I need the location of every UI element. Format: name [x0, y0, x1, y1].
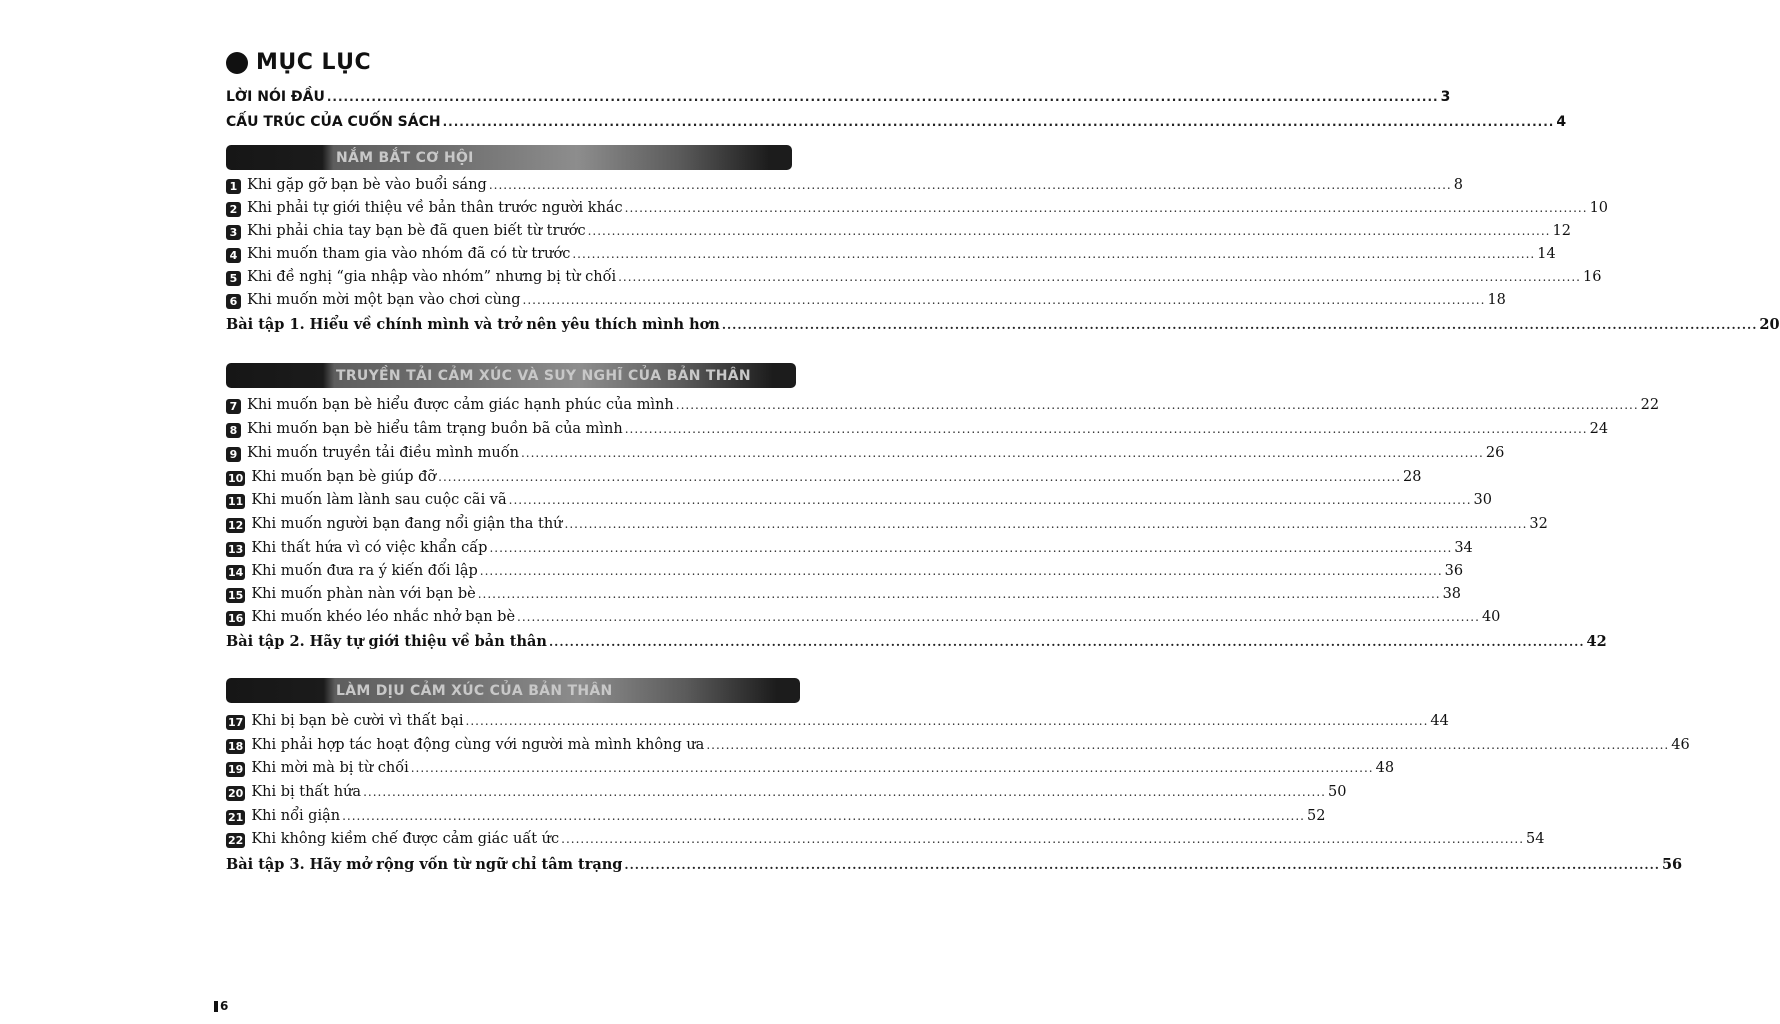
toc-entry[interactable]: [226, 269, 1602, 286]
entry-title: Bài tập 3. Hãy mở rộng vốn từ ngữ chỉ tâm trạng: [226, 856, 623, 873]
entry-title: Khi đề nghị “gia nhập vào nhóm” nhưng bị từ chối: [247, 269, 617, 285]
lesson-number-badge: 7: [226, 399, 241, 414]
entry-page: 50: [1327, 784, 1347, 800]
leader-dots: ........................................................................................................................................................................................................: [522, 293, 1486, 307]
entry-page: 20: [1759, 316, 1780, 333]
leader-dots: ........................................................................................................................................................................................................: [675, 398, 1639, 412]
toc-entry[interactable]: [226, 177, 1463, 194]
entry-page: 22: [1640, 397, 1660, 413]
leader-dots: ........................................................................................................................................................................................................: [572, 247, 1536, 261]
toc-entry[interactable]: [226, 397, 1660, 414]
page-number: [214, 999, 228, 1013]
lesson-number-badge: 5: [226, 271, 241, 286]
lesson-number-badge: 17: [228, 716, 244, 729]
leader-dots: ........................................................................................................................................................................................................: [624, 858, 1660, 872]
leader-dots: ........................................................................................................................................................................................................: [477, 587, 1441, 601]
leader-dots: ........................................................................................................................................................................................................: [326, 90, 1439, 104]
toc-entry[interactable]: [226, 713, 1449, 730]
toc-entry-exercise[interactable]: [226, 316, 1780, 333]
entry-title: Khi gặp gỡ bạn bè vào buổi sáng: [247, 177, 487, 193]
toc-entry[interactable]: [226, 223, 1571, 240]
entry-title: Khi muốn đưa ra ý kiến đối lập: [251, 563, 478, 579]
entry-page: 40: [1481, 609, 1501, 625]
leader-dots: ........................................................................................................................................................................................................: [517, 610, 1480, 624]
lesson-number-badge: 1: [226, 179, 241, 194]
lesson-number-badge: 15: [228, 589, 244, 602]
lesson-number-badge: 4: [226, 248, 241, 263]
entry-page: 30: [1473, 492, 1492, 508]
toc-entry[interactable]: [226, 246, 1556, 263]
leader-dots: ........................................................................................................................................................................................................: [342, 809, 1305, 823]
lesson-number-badge: 6: [226, 294, 241, 309]
leader-dots: ........................................................................................................................................................................................................: [721, 318, 1758, 332]
lesson-number-badge: 12: [228, 519, 244, 532]
toc-entry-structure[interactable]: [226, 114, 1567, 130]
leader-dots: ........................................................................................................................................................................................................: [489, 541, 1453, 555]
entry-title: LỜI NÓI ĐẦU: [226, 89, 325, 105]
entry-page: 52: [1306, 808, 1326, 824]
toc-entry[interactable]: [226, 760, 1395, 777]
entry-title: Khi mời mà bị từ chối: [251, 760, 409, 776]
entry-page: 38: [1442, 586, 1462, 602]
entry-title: Khi bị thất hứa: [251, 784, 362, 800]
entry-title: Khi muốn người bạn đang nổi giận tha thứ: [251, 516, 563, 532]
entry-title: Khi muốn bạn bè hiểu tâm trạng buồn bã của mình: [247, 421, 623, 437]
lesson-number-badge: 21: [228, 811, 244, 824]
entry-page: 3: [1440, 89, 1451, 105]
toc-entry[interactable]: [226, 421, 1609, 438]
leader-dots: ........................................................................................................................................................................................................: [624, 201, 1588, 215]
leader-dots: ........................................................................................................................................................................................................: [548, 635, 1585, 649]
entry-title: Khi muốn bạn bè hiểu được cảm giác hạnh phúc của mình: [247, 397, 674, 413]
lesson-number-badge: 20: [228, 787, 244, 800]
lesson-number-badge: 18: [228, 740, 244, 753]
toc-title: MỤC LỤC: [256, 50, 372, 75]
entry-page: 36: [1444, 563, 1464, 579]
leader-dots: ........................................................................................................................................................................................................: [624, 422, 1588, 436]
entry-page: 4: [1556, 114, 1567, 130]
entry-title: Khi phải hợp tác hoạt động cùng với người mà mình không ưa: [251, 737, 705, 753]
entry-page: 42: [1586, 633, 1607, 650]
lesson-number-badge: 22: [228, 834, 244, 847]
leader-dots: ........................................................................................................................................................................................................: [363, 785, 1326, 799]
entry-page: 34: [1454, 540, 1473, 556]
entry-page: 18: [1487, 292, 1506, 308]
section-title: TRUYỀN TẢI CẢM XÚC VÀ SUY NGHĨ CỦA BẢN THÂN: [336, 367, 751, 384]
entry-page: 32: [1529, 516, 1548, 532]
entry-page: 8: [1453, 177, 1463, 193]
section-banner-2: [226, 363, 796, 388]
toc-entry[interactable]: [226, 808, 1326, 825]
entry-page: 28: [1403, 469, 1422, 485]
toc-entry-exercise[interactable]: [226, 856, 1683, 873]
toc-entry[interactable]: [226, 292, 1506, 309]
page-number-value: 6: [220, 999, 229, 1013]
toc-heading: [226, 50, 371, 75]
toc-entry[interactable]: [226, 831, 1545, 848]
toc-entry[interactable]: [226, 540, 1473, 557]
toc-entry[interactable]: [226, 563, 1464, 580]
entry-title: Bài tập 1. Hiểu về chính mình và trở nên yêu thích mình hơn: [226, 316, 720, 333]
entry-title: Khi muốn làm lành sau cuộc cãi vã: [251, 492, 507, 508]
entry-title: Khi thất hứa vì có việc khẩn cấp: [251, 540, 488, 556]
entry-title: Khi muốn khéo léo nhắc nhở bạn bè: [251, 609, 516, 625]
leader-dots: ........................................................................................................................................................................................................: [508, 493, 1472, 507]
leader-dots: ........................................................................................................................................................................................................: [561, 832, 1525, 846]
toc-entry[interactable]: [226, 200, 1609, 217]
entry-title: Khi bị bạn bè cười vì thất bại: [251, 713, 464, 729]
lesson-number-badge: 10: [228, 472, 244, 485]
entry-page: 10: [1589, 200, 1609, 216]
entry-page: 44: [1430, 713, 1449, 729]
toc-entry[interactable]: [226, 784, 1347, 801]
lesson-number-badge: 19: [228, 763, 244, 776]
entry-title: Khi không kiềm chế được cảm giác uất ức: [251, 831, 560, 847]
lesson-number-badge: 2: [226, 202, 241, 217]
lesson-number-badge: 14: [228, 566, 244, 579]
entry-title: Khi muốn bạn bè giúp đỡ: [251, 469, 437, 485]
toc-entry[interactable]: [226, 469, 1422, 486]
section-title: NẮM BẮT CƠ HỘI: [336, 149, 474, 166]
entry-title: Khi muốn tham gia vào nhóm đã có từ trước: [247, 246, 571, 262]
entry-title: Khi phải chia tay bạn bè đã quen biết từ trước: [247, 223, 586, 239]
section-banner-3: [226, 678, 800, 703]
bullet-icon: [226, 52, 248, 74]
entry-page: 46: [1671, 737, 1690, 753]
entry-page: 26: [1485, 445, 1505, 461]
entry-title: Khi nổi giận: [251, 808, 341, 824]
entry-title: CẤU TRÚC CỦA CUỐN SÁCH: [226, 114, 441, 130]
entry-title: Khi muốn mời một bạn vào chơi cùng: [247, 292, 521, 308]
toc-entry[interactable]: [226, 737, 1690, 754]
entry-page: 56: [1661, 856, 1683, 873]
leader-dots: ........................................................................................................................................................................................................: [442, 115, 1555, 129]
entry-page: 54: [1526, 831, 1545, 847]
leader-dots: ........................................................................................................................................................................................................: [706, 738, 1670, 752]
leader-dots: ........................................................................................................................................................................................................: [479, 564, 1443, 578]
section-title: LÀM DỊU CẢM XÚC CỦA BẢN THÂN: [336, 682, 613, 699]
leader-dots: ........................................................................................................................................................................................................: [438, 470, 1402, 484]
section-banner-1: [226, 145, 792, 170]
leader-dots: ........................................................................................................................................................................................................: [520, 446, 1484, 460]
entry-page: 48: [1375, 760, 1395, 776]
entry-title: Khi muốn phàn nàn với bạn bè: [251, 586, 476, 602]
entry-page: 24: [1589, 421, 1609, 437]
leader-dots: ........................................................................................................................................................................................................: [410, 761, 1374, 775]
leader-dots: ........................................................................................................................................................................................................: [488, 178, 1452, 192]
toc-entry[interactable]: [226, 609, 1501, 626]
toc-entry-preface[interactable]: [226, 89, 1451, 105]
lesson-number-badge: 8: [226, 423, 241, 438]
lesson-number-badge: 9: [226, 447, 241, 462]
entry-page: 12: [1552, 223, 1571, 239]
entry-title: Khi muốn truyền tải điều mình muốn: [247, 445, 519, 461]
entry-title: Bài tập 2. Hãy tự giới thiệu về bản thân: [226, 633, 547, 650]
leader-dots: ........................................................................................................................................................................................................: [465, 714, 1429, 728]
leader-dots: ........................................................................................................................................................................................................: [564, 517, 1528, 531]
lesson-number-badge: 3: [226, 225, 241, 240]
leader-dots: ........................................................................................................................................................................................................: [587, 224, 1551, 238]
toc-entry-exercise[interactable]: [226, 633, 1607, 650]
toc-entry[interactable]: [226, 586, 1462, 603]
leader-dots: ........................................................................................................................................................................................................: [618, 270, 1581, 284]
entry-page: 14: [1537, 246, 1556, 262]
toc-entry[interactable]: [226, 445, 1505, 462]
toc-entry[interactable]: [226, 516, 1548, 533]
lesson-number-badge: 11: [228, 495, 244, 508]
entry-page: 16: [1583, 269, 1602, 285]
toc-entry[interactable]: [226, 492, 1492, 509]
folio-mark-icon: [214, 1001, 218, 1012]
lesson-number-badge: 13: [228, 543, 244, 556]
lesson-number-badge: 16: [228, 612, 244, 625]
entry-title: Khi phải tự giới thiệu về bản thân trước người khác: [247, 200, 623, 216]
